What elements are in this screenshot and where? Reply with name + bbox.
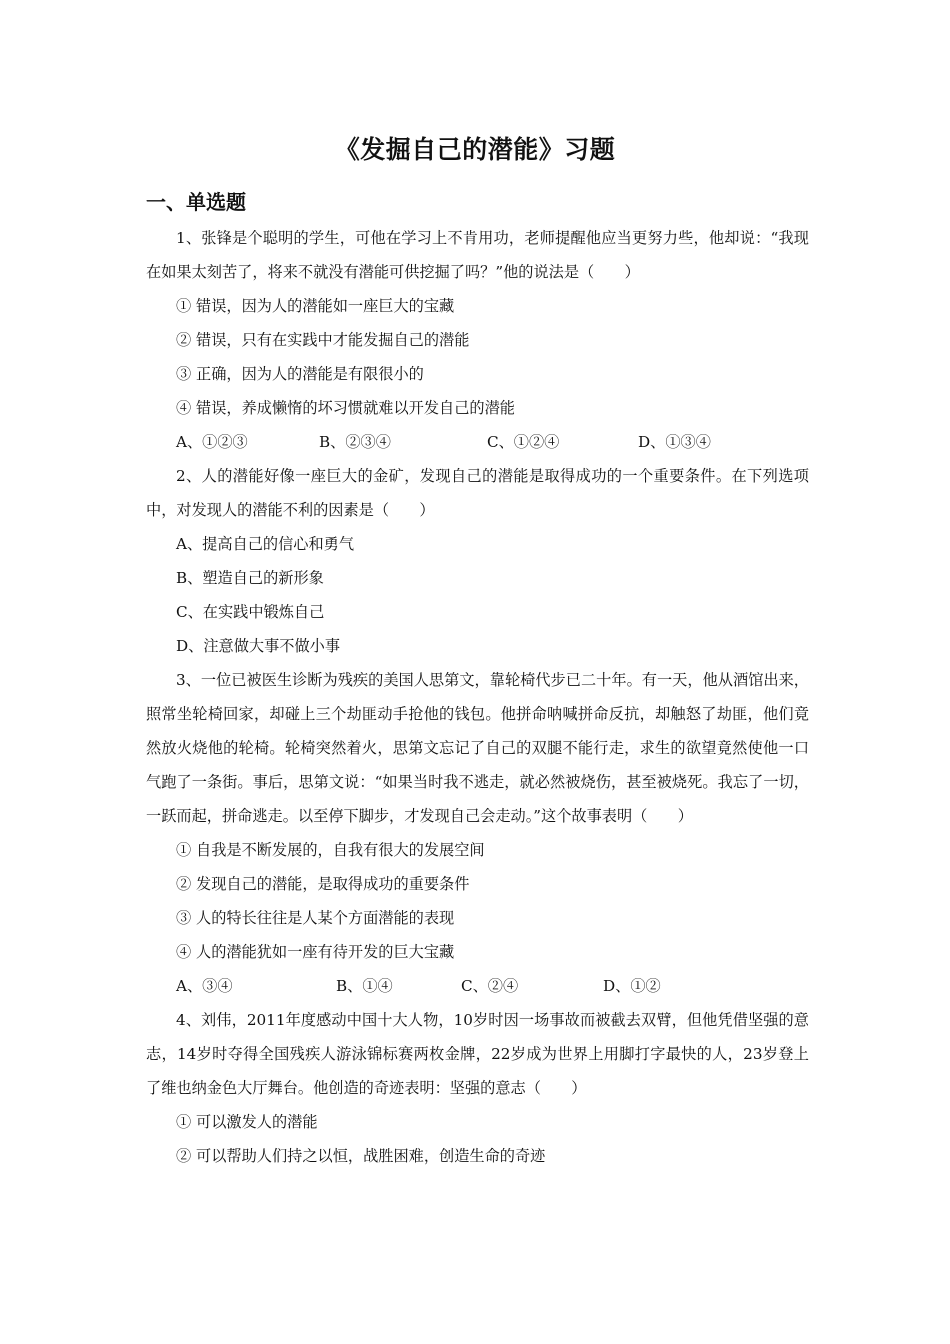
question-2-option-b: B、塑造自己的新形象: [176, 569, 324, 587]
question-3-item-4: ④ 人的潜能犹如一座有待开发的巨大宝藏: [176, 943, 455, 961]
question-4-item-1: ① 可以激发人的潜能: [176, 1113, 318, 1131]
question-3-option-d: D、①②: [603, 977, 661, 995]
question-1-options: [146, 425, 809, 459]
question-1-option-c: C、①②④: [487, 433, 560, 451]
question-3-item-2: ② 发现自己的潜能，是取得成功的重要条件: [176, 875, 470, 893]
question-3-option-b: B、①④: [336, 977, 393, 995]
question-1-option-b: B、②③④: [319, 433, 391, 451]
question-2-option-d: D、注意做大事不做小事: [176, 637, 341, 655]
section-heading: 一、单选题: [146, 190, 246, 214]
question-4-stem: 4、刘伟，2011年度感动中国十大人物，10岁时因一场事故而被截去双臂，但他凭借坚强的意志，14岁时夺得全国残疾人游泳锦标赛两枚金牌，22岁成为世界上用脚打字最快的人，23岁登上了维也纳金色大厅舞台。他创造的奇迹表明：坚强的意志（ ）: [146, 1011, 809, 1097]
question-2-stem: 2、人的潜能好像一座巨大的金矿，发现自己的潜能是取得成功的一个重要条件。在下列选项中，对发现人的潜能不利的因素是（ ）: [146, 467, 809, 519]
question-3-options: [146, 969, 809, 1003]
question-3-option-c: C、②④: [461, 977, 519, 995]
question-1-item-4: ④ 错误，养成懒惰的坏习惯就难以开发自己的潜能: [176, 399, 515, 417]
question-1-stem: 1、张锋是个聪明的学生，可他在学习上不肯用功，老师提醒他应当更努力些，他却说：“我现在如果太刻苦了，将来不就没有潜能可供挖掘了吗？”他的说法是（ ）: [146, 229, 809, 281]
question-1-item-3: ③ 正确，因为人的潜能是有限很小的: [176, 365, 424, 383]
question-4-item-2: ② 可以帮助人们持之以恒，战胜困难，创造生命的奇迹: [176, 1147, 546, 1165]
question-list: [146, 221, 809, 1173]
question-2-option-c: C、在实践中锻炼自己: [176, 603, 325, 621]
question-3-item-3: ③ 人的特长往往是人某个方面潜能的表现: [176, 909, 455, 927]
question-3-option-a: A、③④: [176, 977, 233, 995]
question-1-option-a: A、①②③: [176, 433, 248, 451]
question-1-item-1: ① 错误，因为人的潜能如一座巨大的宝藏: [176, 297, 455, 315]
page-title: 《发掘自己的潜能》习题: [334, 135, 616, 164]
question-1-option-d: D、①③④: [638, 433, 711, 451]
question-3-item-1: ① 自我是不断发展的，自我有很大的发展空间: [176, 841, 485, 859]
question-2-option-a: A、提高自己的信心和勇气: [176, 535, 355, 553]
question-3-stem: 3、一位已被医生诊断为残疾的美国人思第文，靠轮椅代步已二十年。有一天，他从酒馆出来，照常坐轮椅回家，却碰上三个劫匪动手抢他的钱包。他拼命呐喊拼命反抗，却触怒了劫匪，他们竟然放火烧他的轮椅。轮椅突然着火，思第文忘记了自己的双腿不能行走，求生的欲望竟然使他一口气跑了一条街。事后，思第文说：“如果当时我不逃走，就必然被烧伤，甚至被烧死。我忘了一切，一跃而起，拼命逃走。以至停下脚步，才发现自己会走动。”这个故事表明（ ）: [146, 671, 809, 825]
question-1-item-2: ② 错误，只有在实践中才能发掘自己的潜能: [176, 331, 470, 349]
